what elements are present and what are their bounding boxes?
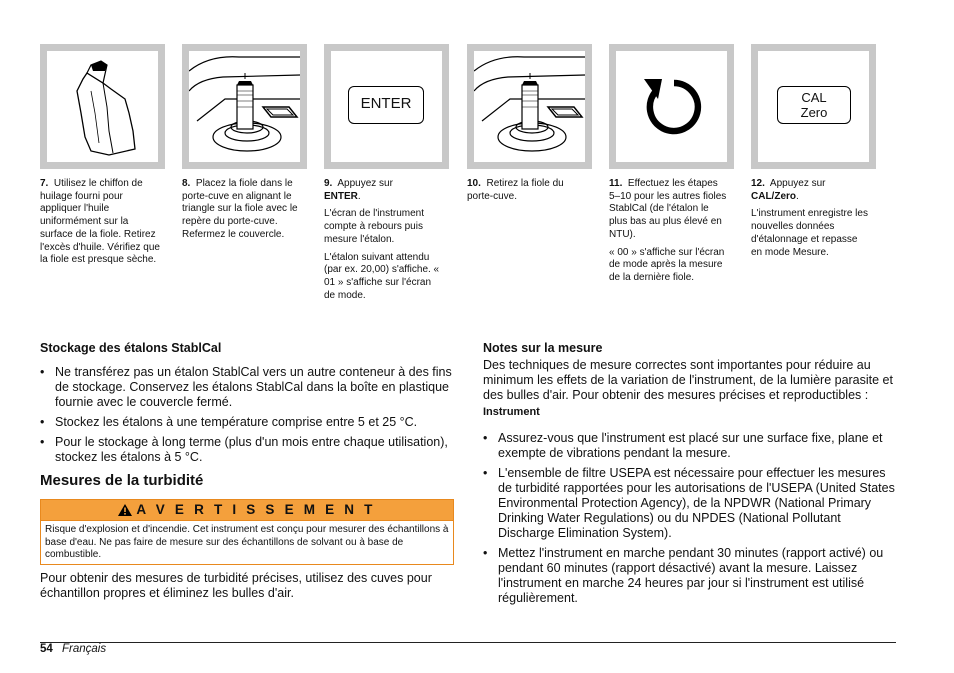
- page-number: 54: [40, 643, 53, 655]
- list-item: • Assurez-vous que l'instrument est placé sur une surface fixe, plane et exempte de vibrations pendant la mesure.: [483, 431, 898, 461]
- cloth-vial-icon: [47, 51, 158, 162]
- step-number: 12.: [751, 178, 765, 189]
- step-number: 8.: [182, 178, 191, 189]
- step-text: Appuyez sur: [769, 178, 826, 189]
- step-number: 10.: [467, 178, 481, 189]
- step-12-caption: [751, 178, 871, 264]
- notes-intro: Des techniques de mesure correctes sont importantes pour réduire au minimum les effets de la variation de l'instrument, de la lumière parasite et des bulles d'air. Pour obtenir des mesures précises et reproductibles :: [483, 358, 893, 402]
- repeat-arrow-icon: [616, 51, 727, 162]
- list-item: • Ne transférez pas un étalon StablCal vers un autre conteneur à des fins de stockage. Conservez les étalons StablCal dans la boîte en plastique fournie avec le couvercle fermé.: [40, 365, 455, 410]
- vial-holder-icon: [189, 51, 300, 162]
- storage-bullet-list: [40, 365, 455, 470]
- instrument-subheading: Instrument: [483, 406, 540, 418]
- step-8-figure: [182, 44, 307, 169]
- storage-heading: Stockage des étalons StablCal: [40, 341, 222, 355]
- step-8-caption: [182, 178, 302, 247]
- step-note: L'étalon suivant attendu (par ex. 20,00) s'affiche. « 01 » s'affiche sur l'écran de mode.: [324, 251, 440, 301]
- step-number: 9.: [324, 178, 333, 189]
- instrument-bullet-list: [483, 431, 898, 611]
- list-item: • Mettez l'instrument en marche pendant 30 minutes (rapport activé) ou pendant 60 minutes (rapport désactivé) avant la mesure. Laissez l'instrument en marche 24 heures par jour si l'instrument est utilisé régulièrement.: [483, 546, 898, 606]
- enter-key-icon: [348, 86, 424, 124]
- list-item: • Stockez les étalons à une température comprise entre 5 et 25 °C.: [40, 415, 455, 430]
- enter-key-label: ENTER: [360, 95, 412, 112]
- warning-title: A V E R T I S S E M E N T: [136, 502, 376, 517]
- cal-key-label: CAL: [801, 90, 827, 105]
- step-7-figure: [40, 44, 165, 169]
- footer: [40, 643, 106, 655]
- step-9-figure: [324, 44, 449, 169]
- turbidity-paragraph: Pour obtenir des mesures de turbidité précises, utilisez des cuves pour échantillon propres et éliminez les bulles d'air.: [40, 571, 432, 600]
- footer-divider: [40, 642, 896, 643]
- zero-key-label: Zero: [800, 105, 828, 120]
- footer-language: Français: [62, 643, 107, 655]
- list-item: • Pour le stockage à long terme (plus d'un mois entre chaque utilisation), stockez les étalons à 5 °C.: [40, 435, 455, 465]
- step-7-caption: [40, 178, 160, 272]
- warning-text: Risque d'explosion et d'incendie. Cet instrument est conçu pour mesurer des échantillons à base d'eau. Ne pas faire de mesure sur des échantillons de solvant ou à base de combustible.: [45, 524, 449, 561]
- step-10-caption: [467, 178, 587, 208]
- section-title: Mesures de la turbidité: [40, 472, 204, 489]
- list-item: • L'ensemble de filtre USEPA est nécessaire pour effectuer les mesures de turbidité rapportées pour les autorisations de l'USEPA (United States Environmental Protection Agency), de la NPDWR (National Primary Drinking Water Regulations) ou du NPDES (National Pollutant Discharge Elimination System).: [483, 466, 898, 541]
- step-9-caption: [324, 178, 444, 307]
- step-11-caption: [609, 178, 729, 290]
- step-text-end: .: [357, 190, 361, 202]
- step-number: 7.: [40, 178, 49, 189]
- step-10-figure: [467, 44, 592, 169]
- vial-holder-icon: [474, 51, 585, 162]
- step-text: Effectuez les étapes 5–10 pour les autres fioles StablCal (de l'étalon le plus bas au plus élevé en NTU).: [609, 178, 727, 240]
- step-12-figure: [751, 44, 876, 169]
- notes-heading: Notes sur la mesure: [483, 341, 603, 355]
- step-key-name: CAL/Zero: [751, 190, 796, 202]
- step-note: L'écran de l'instrument compte à rebours puis mesure l'étalon.: [324, 208, 424, 245]
- step-text: Utilisez le chiffon de huilage fourni pour appliquer l'huile uniformément sur la surface de la fiole. Retirez l'excès d'huile. Vérifiez que la fiole est presque sèche.: [40, 178, 160, 266]
- warning-header: [41, 500, 453, 521]
- cal-zero-key-icon: [777, 86, 851, 124]
- step-note: « 00 » s'affiche sur l'écran de mode après la mesure de la dernière fiole.: [609, 246, 725, 283]
- step-key-name: ENTER: [324, 190, 358, 202]
- step-text: Retirez la fiole du porte-cuve.: [467, 178, 564, 202]
- step-11-figure: [609, 44, 734, 169]
- warning-icon: [118, 504, 132, 516]
- step-text: Placez la fiole dans le porte-cuve en alignant le triangle sur la fiole avec le repère du porte-cuve. Refermez le couvercle.: [182, 178, 298, 240]
- warning-box: [40, 499, 454, 565]
- step-number: 11.: [609, 178, 623, 189]
- step-text: Appuyez sur: [337, 178, 393, 189]
- step-text-end: .: [796, 190, 799, 202]
- step-note: L'instrument enregistre les nouvelles données d'étalonnage et repasse en mode Mesure.: [751, 208, 868, 258]
